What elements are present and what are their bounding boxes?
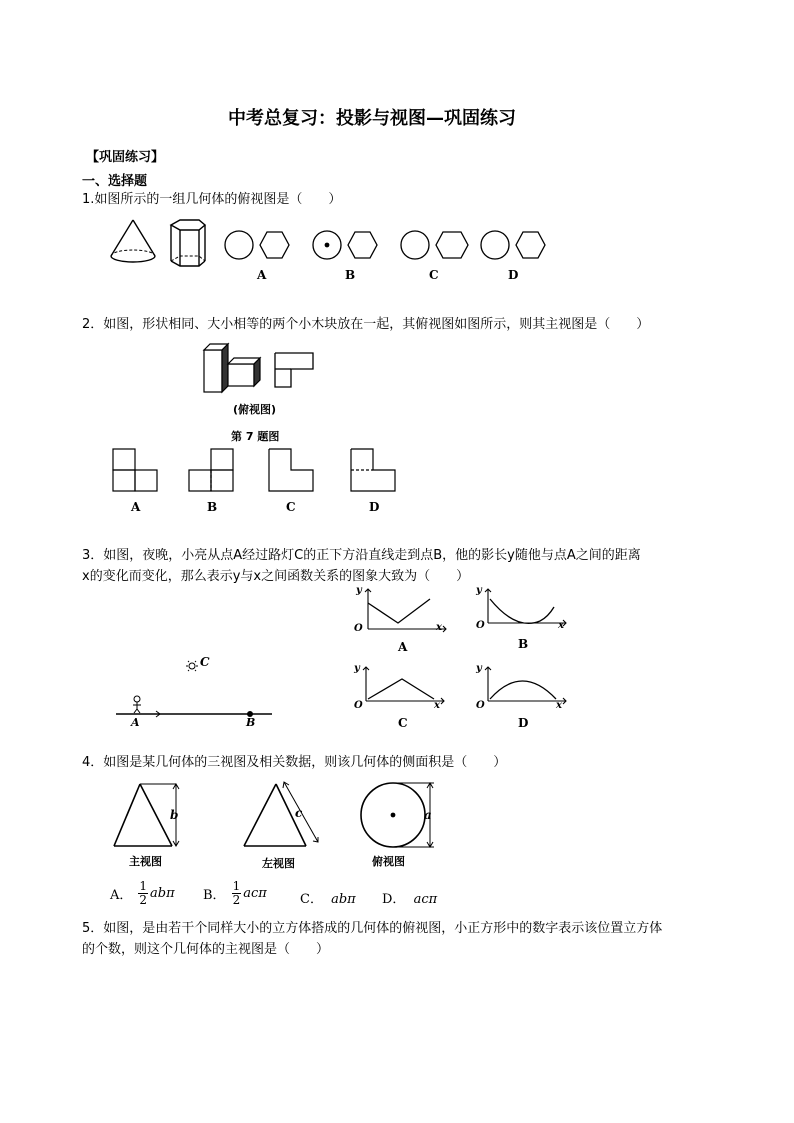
q4-option-a-expr: abπ bbox=[150, 886, 175, 901]
question-4-text: 4．如图是某几何体的三视图及相关数据，则该几何体的侧面积是（ ） bbox=[82, 755, 507, 770]
q3-point-c-label: C bbox=[200, 655, 210, 669]
q3-d-origin-label: O bbox=[476, 700, 485, 711]
q3-c-y-axis-label: y bbox=[354, 663, 360, 674]
q3-point-b-label: B bbox=[246, 716, 256, 729]
q4-top-view-caption: 俯视图 bbox=[372, 855, 405, 868]
q1-option-c-figure bbox=[400, 230, 476, 262]
q2-option-c-label: C bbox=[286, 500, 296, 514]
q1-option-d-figure bbox=[480, 230, 552, 262]
q4-front-view-figure bbox=[110, 780, 192, 850]
q3-d-x-axis-label: x bbox=[556, 700, 562, 711]
q4-option-c-letter: C． bbox=[300, 892, 323, 907]
q3-b-x-axis-label: x bbox=[558, 620, 564, 631]
q1-option-b-figure bbox=[312, 230, 384, 262]
q4-option-d-expr: acπ bbox=[413, 892, 438, 907]
q2-option-d-figure bbox=[350, 448, 398, 494]
q1-option-d-label: D bbox=[508, 268, 519, 282]
q3-b-origin-label: O bbox=[476, 620, 485, 631]
question-1-text: 1.如图所示的一组几何体的俯视图是（ ） bbox=[82, 192, 342, 207]
q3-option-b-graph bbox=[472, 585, 572, 637]
q3-a-origin-label: O bbox=[354, 623, 363, 634]
page-title: 中考总复习：投影与视图—巩固练习 bbox=[228, 108, 516, 129]
q1-option-a-label: A bbox=[257, 268, 267, 282]
q4-option-a-letter: A． bbox=[110, 888, 133, 903]
q3-a-y-axis-label: y bbox=[356, 585, 362, 596]
q2-option-b-label: B bbox=[207, 500, 218, 514]
q3-b-y-axis-label: y bbox=[476, 585, 482, 596]
question-5-line-1: 5．如图，是由若干个同样大小的立方体搭成的几何体的俯视图，小正方形中的数字表示该位置立方体 bbox=[82, 921, 663, 936]
q2-blocks-figure bbox=[200, 342, 270, 394]
person-icon bbox=[133, 696, 141, 713]
q3-option-a-graph bbox=[350, 585, 450, 637]
q4-option-b-expr: acπ bbox=[243, 886, 267, 901]
q4-option-b-fraction: $\frac{1}{2}$ bbox=[232, 879, 241, 907]
q3-d-y-axis-label: y bbox=[476, 663, 482, 674]
q3-option-c-label: C bbox=[398, 716, 408, 730]
q1-option-a-figure bbox=[224, 230, 296, 262]
q3-option-b-label: B bbox=[518, 637, 529, 651]
q1-option-c-label: C bbox=[429, 268, 439, 282]
q2-option-d-label: D bbox=[369, 500, 380, 514]
q4-label-c: c bbox=[295, 806, 303, 820]
q4-label-a: a bbox=[424, 808, 432, 822]
q3-a-x-axis-label: x bbox=[436, 622, 442, 633]
q4-left-view-caption: 左视图 bbox=[262, 857, 295, 870]
hexagonal-prism-shape bbox=[171, 220, 205, 266]
q3-point-a-label: A bbox=[131, 716, 140, 729]
q3-c-x-axis-label: x bbox=[434, 700, 440, 711]
q2-top-view-caption: (俯视图) bbox=[233, 403, 277, 416]
q4-left-view-figure bbox=[240, 780, 330, 850]
q3-c-origin-label: O bbox=[354, 700, 363, 711]
q4-option-c bbox=[300, 888, 356, 907]
q1-solids-figure bbox=[105, 218, 215, 270]
q4-front-view-caption: 主视图 bbox=[129, 855, 162, 868]
question-3-line-2: x的变化而变化，那么表示y与x之间函数关系的图象大致为（ ） bbox=[82, 569, 470, 584]
q2-option-c-figure bbox=[268, 448, 316, 494]
q2-option-a-label: A bbox=[131, 500, 141, 514]
q4-option-b bbox=[203, 880, 267, 907]
q2-option-b-figure bbox=[188, 448, 236, 494]
part-one-heading: 一、选择题 bbox=[82, 174, 148, 189]
question-5-line-2: 的个数，则这个几何体的主视图是（ ） bbox=[82, 942, 330, 957]
street-lamp-icon bbox=[186, 661, 198, 671]
q1-option-b-label: B bbox=[345, 268, 356, 282]
q2-option-a-figure bbox=[112, 448, 160, 494]
q3-option-a-label: A bbox=[398, 640, 408, 654]
question-3-line-1: 3．如图，夜晚，小亮从点A经过路灯C的正下方沿直线走到点B，他的影长y随他与点A之间的距离 bbox=[82, 548, 641, 563]
q4-option-a-fraction: $\frac{1}{2}$ bbox=[139, 879, 148, 907]
q4-option-c-expr: abπ bbox=[331, 892, 356, 907]
question-2-text: 2．如图，形状相同、大小相等的两个小木块放在一起，其俯视图如图所示，则其主视图是（ ） bbox=[82, 317, 650, 332]
q4-option-a bbox=[110, 880, 175, 907]
q2-top-view-figure bbox=[273, 351, 325, 391]
q3-option-d-label: D bbox=[518, 716, 529, 730]
q4-option-b-letter: B． bbox=[203, 888, 226, 903]
cone-shape bbox=[111, 220, 155, 262]
q2-figure-caption: 第 7 题图 bbox=[231, 430, 280, 443]
q4-label-b: b bbox=[170, 808, 179, 822]
section-header: 【巩固练习】 bbox=[86, 150, 165, 165]
q4-option-d-letter: D． bbox=[382, 892, 406, 907]
q4-option-d bbox=[382, 888, 437, 907]
